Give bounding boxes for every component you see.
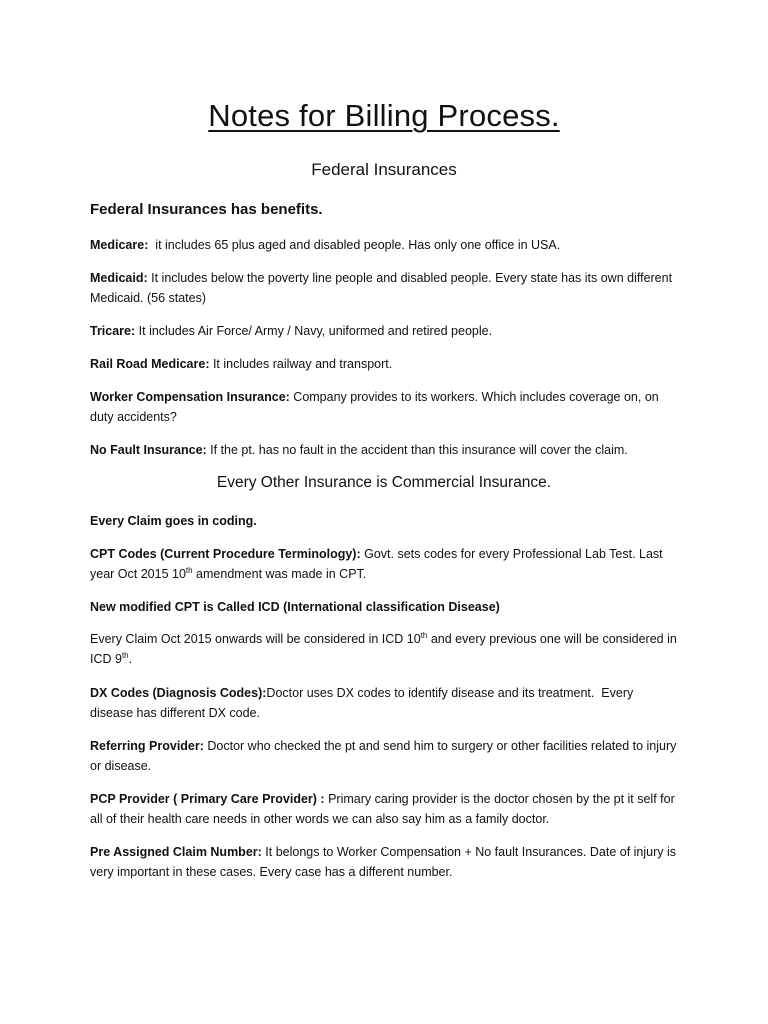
benefits-heading <box>90 199 678 221</box>
def-railroad: It includes railway and transport. <box>209 357 393 371</box>
icd-heading: New modified CPT is Called ICD (International classification Disease) <box>90 600 500 614</box>
icd-text-a: Every Claim Oct 2015 onwards will be considered in ICD 10 <box>90 632 421 646</box>
document-title: Notes for Billing Process. <box>208 98 560 133</box>
sup-icd-10: th <box>420 630 428 640</box>
para-dx <box>90 683 678 723</box>
para-worker-comp <box>90 387 678 427</box>
term-referring: Referring Provider: <box>90 739 204 753</box>
para-coding <box>90 511 678 531</box>
sup-cpt: th <box>185 565 193 575</box>
term-tricare: Tricare: <box>90 324 136 338</box>
sup-icd-9: th <box>121 650 129 660</box>
term-cpt: CPT Codes (Current Procedure Terminology): <box>90 547 361 561</box>
term-medicare: Medicare: <box>90 238 149 252</box>
def-tricare: It includes Air Force/ Army / Navy, uniformed and retired people. <box>135 324 493 338</box>
def-worker-comp: Company provides to its workers. Which includes coverage on, on duty accidents? <box>90 390 659 424</box>
para-tricare <box>90 321 678 341</box>
section-heading-commercial: Every Other Insurance is Commercial Insurance. <box>216 474 552 491</box>
term-railroad: Rail Road Medicare: <box>90 357 210 371</box>
coding-line: Every Claim goes in coding. <box>90 514 257 528</box>
def-medicare: it includes 65 plus aged and disabled people. Has only one office in USA. <box>148 238 561 252</box>
def-dx: Doctor uses DX codes to identify disease and its treatment. Every disease has different DX code. <box>90 686 637 720</box>
para-medicare <box>90 235 678 255</box>
term-preassigned: Pre Assigned Claim Number: <box>90 845 262 859</box>
para-icd-heading <box>90 597 678 617</box>
def-no-fault: If the pt. has no fault in the accident than this insurance will cover the claim. <box>206 443 628 457</box>
def-medicaid: It includes below the poverty line people and disabled people. Every state has its own different Medicaid. (56 states) <box>90 271 673 305</box>
para-icd <box>90 629 678 669</box>
def-preassigned: It belongs to Worker Compensation + No fault Insurances. Date of injury is very important in these cases. Every case has a different number. <box>90 845 677 879</box>
def-pcp: Primary caring provider is the doctor chosen by the pt it self for all of their health care needs in other words we can also say him as a family doctor. <box>90 792 675 826</box>
para-railroad <box>90 354 678 374</box>
para-medicaid <box>90 268 678 308</box>
para-referring <box>90 736 678 776</box>
para-cpt <box>90 544 678 584</box>
term-dx: DX Codes (Diagnosis Codes): <box>90 686 267 700</box>
def-referring: Doctor who checked the pt and send him to surgery or other facilities related to injury or disease. <box>90 739 677 773</box>
section-heading-federal: Federal Insurances <box>311 160 457 179</box>
term-medicaid: Medicaid: <box>90 271 148 285</box>
icd-text-c: . <box>128 652 133 666</box>
benefits-heading-text: Federal Insurances has benefits. <box>90 201 323 218</box>
para-pcp <box>90 789 678 829</box>
def-cpt-a: Govt. sets codes for every Professional Lab Test. Last year Oct 2015 10 <box>90 547 663 581</box>
def-cpt-b: amendment was made in CPT. <box>192 567 367 581</box>
term-no-fault: No Fault Insurance: <box>90 443 207 457</box>
term-pcp: PCP Provider ( Primary Care Provider) : <box>90 792 325 806</box>
para-no-fault <box>90 440 678 460</box>
term-worker-comp: Worker Compensation Insurance: <box>90 390 290 404</box>
para-preassigned <box>90 842 678 882</box>
icd-text-b: and every previous one will be considered in ICD 9 <box>90 632 677 666</box>
